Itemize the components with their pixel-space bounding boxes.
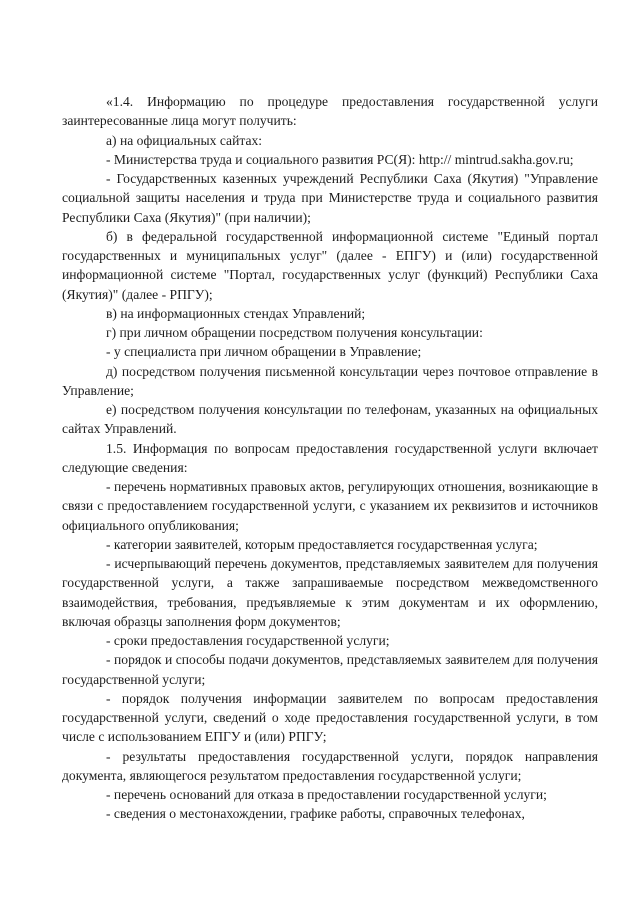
- paragraph-1-4-intro: «1.4. Информацию по процедуре предоставления государственной услуги заинтересованные лица могут получить:: [62, 94, 598, 129]
- document-page: [62, 92, 598, 824]
- paragraph-document-list: - исчерпывающий перечень документов, представляемых заявителем для получения государственной услуги, а также запрашиваемые посредством межведомственного взаимодействия, требования, предъявляемые к этим документам и их оформлению, включая образцы заполнения форм документов;: [62, 556, 598, 629]
- paragraph-submission-methods: - порядок и способы подачи документов, представляемых заявителем для получения государственной услуги;: [62, 652, 598, 687]
- paragraph-personal-visit: г) при личном обращении посредством получения консультации:: [106, 325, 483, 340]
- paragraph-service-terms: - сроки предоставления государственной услуги;: [106, 633, 390, 648]
- paragraph-state-institutions: - Государственных казенных учреждений Республики Саха (Якутия) "Управление социальной защиты населения и труда при Министерстве труда и социального развития Республики Саха (Якутия)" (при наличии);: [62, 171, 598, 225]
- paragraph-official-sites: а) на официальных сайтах:: [106, 132, 263, 148]
- paragraph-info-stands: в) на информационных стендах Управлений;: [106, 305, 366, 321]
- paragraph-info-procedure: - порядок получения информации заявителем по вопросам предоставления государственной услуги, сведений о ходе предоставления государственной услуги, в том числе с использованием ЕПГУ и (или) РПГУ;: [62, 690, 598, 745]
- paragraph-refusal-grounds: - перечень оснований для отказа в предоставлении государственной услуги;: [106, 787, 547, 802]
- paragraph-location-info: - сведения о местонахождении, графике работы, справочных телефонах,: [106, 806, 525, 822]
- paragraph-specialist: - у специалиста при личном обращении в Управление;: [106, 344, 422, 360]
- paragraph-applicant-categories: - категории заявителей, которым предоставляется государственная услуга;: [106, 536, 538, 552]
- paragraph-written-consultation: д) посредством получения письменной консультации через почтовое отправление в Управление;: [62, 363, 598, 398]
- paragraph-ministry-site: - Министерства труда и социального развития РС(Я): http:// mintrud.sakha.gov.ru;: [106, 151, 574, 167]
- paragraph-phone-consultation: е) посредством получения консультации по телефонам, указанных на официальных сайтах Управлений.: [62, 402, 598, 437]
- paragraph-federal-portal: б) в федеральной государственной информационной системе "Единый портал государственных и муниципальных услуг" (далее - ЕПГУ) и (или) государственной информационной системе "Портал, государственных услуг (функций) Республики Саха (Якутия)" (далее - РПГУ);: [62, 228, 598, 302]
- paragraph-1-5-intro: 1.5. Информация по вопросам предоставления государственной услуги включает следующие сведения:: [62, 440, 598, 475]
- paragraph-legal-acts: - перечень нормативных правовых актов, регулирующих отношения, возникающие в связи с предоставлением государственной услуги, с указанием их реквизитов и источников официального опубликования;: [62, 479, 598, 533]
- paragraph-results: - результаты предоставления государственной услуги, порядок направления документа, являющегося результатом предоставления государственной услуги;: [62, 748, 598, 783]
